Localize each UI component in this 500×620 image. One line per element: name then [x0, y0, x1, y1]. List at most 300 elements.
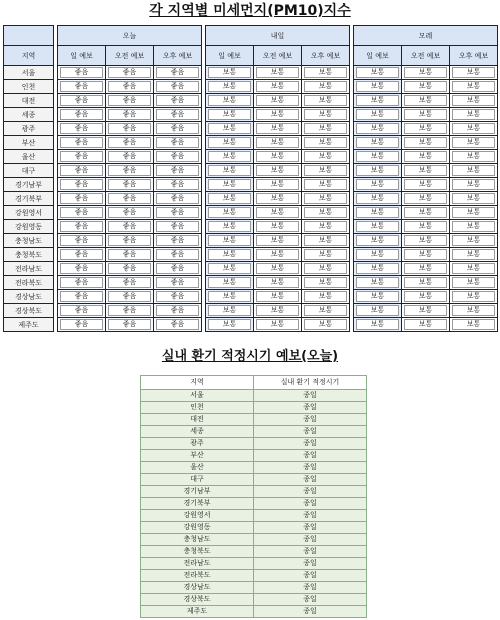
grade-value: 보통	[452, 151, 495, 162]
grade-value: 좋음	[108, 263, 151, 274]
grade-value: 보통	[452, 235, 495, 246]
ventilation-region-cell: 강원영서	[141, 510, 254, 522]
tomorrow-forecast-cell	[254, 304, 302, 318]
today-forecast-cell	[58, 262, 106, 276]
today-forecast-cell	[154, 318, 202, 332]
grade-value: 보통	[208, 319, 251, 330]
table-row	[141, 438, 367, 450]
grade-value: 보통	[256, 165, 299, 176]
dayafter-forecast-cell	[450, 80, 498, 94]
tomorrow-forecast-cell	[206, 108, 254, 122]
grade-value: 좋음	[60, 165, 103, 176]
day-header-dayafter: 모레	[354, 26, 498, 46]
ventilation-time-cell: 종일	[254, 606, 367, 618]
ventilation-region-cell: 강원영동	[141, 522, 254, 534]
grade-value: 보통	[404, 207, 447, 218]
grade-value: 보통	[404, 305, 447, 316]
region-cell: 전라북도	[4, 276, 54, 290]
region-cell: 대전	[4, 94, 54, 108]
grade-value: 보통	[256, 81, 299, 92]
grade-value: 좋음	[60, 95, 103, 106]
tomorrow-forecast-cell	[302, 318, 350, 332]
forecast-table	[3, 25, 498, 332]
table-row	[4, 276, 498, 290]
table-row	[141, 474, 367, 486]
today-forecast-cell	[106, 206, 154, 220]
grade-value: 보통	[452, 291, 495, 302]
tomorrow-forecast-cell	[254, 192, 302, 206]
grade-value: 보통	[304, 109, 347, 120]
today-forecast-cell	[58, 220, 106, 234]
tomorrow-forecast-cell	[254, 66, 302, 80]
grade-value: 좋음	[60, 319, 103, 330]
today-forecast-cell	[58, 276, 106, 290]
table-row	[4, 178, 498, 192]
ventilation-time-cell: 종일	[254, 510, 367, 522]
tomorrow-forecast-cell	[254, 108, 302, 122]
dayafter-forecast-cell	[402, 80, 450, 94]
region-cell: 울산	[4, 150, 54, 164]
ventilation-region-cell: 충청북도	[141, 546, 254, 558]
dayafter-forecast-cell	[402, 206, 450, 220]
ventilation-time-cell: 종일	[254, 522, 367, 534]
table-row	[141, 462, 367, 474]
tomorrow-forecast-cell	[254, 276, 302, 290]
grade-value: 보통	[304, 193, 347, 204]
grade-value: 보통	[404, 137, 447, 148]
ventilation-time-cell: 종일	[254, 414, 367, 426]
grade-value: 좋음	[156, 165, 199, 176]
ventilation-region-cell: 경상북도	[141, 594, 254, 606]
today-forecast-cell	[58, 122, 106, 136]
grade-value: 좋음	[108, 319, 151, 330]
tomorrow-forecast-cell	[254, 80, 302, 94]
tomorrow-forecast-cell	[254, 94, 302, 108]
grade-value: 보통	[208, 305, 251, 316]
today-forecast-cell	[106, 178, 154, 192]
grade-value: 좋음	[60, 291, 103, 302]
grade-value: 좋음	[156, 291, 199, 302]
grade-value: 보통	[356, 305, 399, 316]
grade-value: 보통	[208, 221, 251, 232]
grade-value: 보통	[208, 151, 251, 162]
region-header: 지역	[4, 46, 54, 66]
tomorrow-forecast-cell	[302, 248, 350, 262]
grade-value: 좋음	[108, 305, 151, 316]
grade-value: 보통	[208, 277, 251, 288]
grade-value: 좋음	[60, 137, 103, 148]
tomorrow-forecast-cell	[206, 66, 254, 80]
grade-value: 좋음	[108, 137, 151, 148]
grade-value: 보통	[304, 305, 347, 316]
grade-value: 보통	[256, 193, 299, 204]
dayafter-forecast-cell	[402, 220, 450, 234]
dayafter-forecast-cell	[354, 136, 402, 150]
dayafter-forecast-cell	[354, 164, 402, 178]
grade-value: 좋음	[108, 95, 151, 106]
grade-value: 보통	[208, 249, 251, 260]
tomorrow-forecast-cell	[302, 66, 350, 80]
today-forecast-cell	[58, 304, 106, 318]
today-forecast-cell	[106, 220, 154, 234]
grade-value: 보통	[404, 109, 447, 120]
tomorrow-forecast-cell	[206, 220, 254, 234]
dayafter-forecast-cell	[450, 192, 498, 206]
table-row	[141, 546, 367, 558]
tomorrow-forecast-cell	[254, 318, 302, 332]
today-forecast-cell	[106, 318, 154, 332]
grade-value: 보통	[452, 207, 495, 218]
grade-value: 보통	[304, 221, 347, 232]
ventilation-time-cell: 종일	[254, 426, 367, 438]
grade-value: 보통	[356, 221, 399, 232]
grade-value: 보통	[304, 263, 347, 274]
grade-value: 보통	[208, 207, 251, 218]
grade-value: 보통	[404, 123, 447, 134]
tomorrow-forecast-cell	[254, 178, 302, 192]
grade-value: 보통	[256, 137, 299, 148]
tomorrow-forecast-cell	[302, 262, 350, 276]
grade-value: 좋음	[108, 207, 151, 218]
grade-value: 보통	[256, 109, 299, 120]
today-forecast-cell	[154, 234, 202, 248]
grade-value: 보통	[304, 249, 347, 260]
grade-value: 보통	[256, 249, 299, 260]
grade-value: 보통	[208, 193, 251, 204]
tomorrow-forecast-cell	[206, 262, 254, 276]
ventilation-region-cell: 인천	[141, 402, 254, 414]
tomorrow-forecast-cell	[254, 164, 302, 178]
today-forecast-cell	[106, 80, 154, 94]
grade-value: 보통	[304, 277, 347, 288]
ventilation-time-cell: 종일	[254, 546, 367, 558]
dayafter-forecast-cell	[402, 248, 450, 262]
grade-value: 보통	[356, 291, 399, 302]
grade-value: 좋음	[108, 291, 151, 302]
grade-value: 보통	[356, 319, 399, 330]
dayafter-forecast-cell	[354, 150, 402, 164]
tomorrow-forecast-cell	[302, 80, 350, 94]
grade-value: 보통	[452, 179, 495, 190]
grade-value: 보통	[356, 137, 399, 148]
grade-value: 보통	[404, 179, 447, 190]
tomorrow-forecast-cell	[206, 234, 254, 248]
today-forecast-cell	[154, 206, 202, 220]
ventilation-time-cell: 종일	[254, 486, 367, 498]
ventilation-time-cell: 종일	[254, 390, 367, 402]
today-forecast-cell	[154, 94, 202, 108]
table-row	[141, 522, 367, 534]
tomorrow-forecast-cell	[206, 94, 254, 108]
today-forecast-cell	[154, 164, 202, 178]
grade-value: 좋음	[60, 151, 103, 162]
dayafter-forecast-cell	[450, 262, 498, 276]
region-cell: 경기남부	[4, 178, 54, 192]
ventilation-region-cell: 부산	[141, 450, 254, 462]
ventilation-region-cell: 충청남도	[141, 534, 254, 546]
tomorrow-forecast-cell	[254, 206, 302, 220]
grade-value: 좋음	[108, 67, 151, 78]
region-cell: 대구	[4, 164, 54, 178]
region-cell: 광주	[4, 122, 54, 136]
grade-value: 보통	[208, 165, 251, 176]
today-forecast-cell	[58, 164, 106, 178]
grade-value: 보통	[208, 291, 251, 302]
dayafter-forecast-cell	[354, 276, 402, 290]
grade-value: 보통	[452, 95, 495, 106]
grade-value: 보통	[256, 305, 299, 316]
grade-value: 좋음	[156, 319, 199, 330]
table-row	[4, 66, 498, 80]
ventilation-time-cell: 종일	[254, 594, 367, 606]
grade-value: 보통	[404, 193, 447, 204]
dayafter-forecast-cell	[450, 94, 498, 108]
day-header-row	[4, 26, 498, 46]
table-row	[141, 582, 367, 594]
ventilation-time-cell: 종일	[254, 450, 367, 462]
table-row	[141, 570, 367, 582]
grade-value: 보통	[208, 81, 251, 92]
grade-value: 보통	[208, 137, 251, 148]
table-row	[4, 108, 498, 122]
today-forecast-cell	[106, 122, 154, 136]
dayafter-forecast-cell	[354, 290, 402, 304]
tomorrow-forecast-cell	[206, 192, 254, 206]
ventilation-header-time: 실내 환기 적정시기	[254, 376, 367, 390]
region-cell: 강원영동	[4, 220, 54, 234]
dayafter-forecast-cell	[450, 206, 498, 220]
grade-value: 보통	[356, 179, 399, 190]
tomorrow-forecast-cell	[302, 276, 350, 290]
today-forecast-cell	[154, 178, 202, 192]
region-cell: 세종	[4, 108, 54, 122]
grade-value: 좋음	[108, 109, 151, 120]
today-forecast-cell	[106, 136, 154, 150]
table-row	[4, 192, 498, 206]
grade-value: 좋음	[108, 179, 151, 190]
dayafter-forecast-cell	[402, 94, 450, 108]
grade-value: 좋음	[156, 81, 199, 92]
today-forecast-cell	[154, 276, 202, 290]
tomorrow-forecast-cell	[302, 206, 350, 220]
dayafter-forecast-cell	[354, 234, 402, 248]
grade-value: 좋음	[156, 67, 199, 78]
today-forecast-cell	[106, 164, 154, 178]
grade-value: 보통	[452, 137, 495, 148]
tomorrow-forecast-cell	[206, 304, 254, 318]
grade-value: 보통	[356, 263, 399, 274]
region-cell: 서울	[4, 66, 54, 80]
grade-value: 보통	[452, 165, 495, 176]
ventilation-region-cell: 울산	[141, 462, 254, 474]
ventilation-region-cell: 대구	[141, 474, 254, 486]
today-forecast-cell	[58, 290, 106, 304]
grade-value: 좋음	[156, 193, 199, 204]
today-forecast-cell	[58, 248, 106, 262]
grade-value: 보통	[304, 179, 347, 190]
grade-value: 좋음	[60, 81, 103, 92]
day-header-tomorrow: 내일	[206, 26, 350, 46]
dayafter-forecast-cell	[450, 122, 498, 136]
grade-value: 보통	[452, 221, 495, 232]
dayafter-forecast-cell	[402, 262, 450, 276]
grade-value: 보통	[404, 165, 447, 176]
ventilation-header-row	[141, 376, 367, 390]
today-forecast-cell	[58, 150, 106, 164]
dayafter-forecast-cell	[354, 66, 402, 80]
tomorrow-forecast-cell	[254, 234, 302, 248]
grade-value: 좋음	[108, 277, 151, 288]
grade-value: 좋음	[156, 207, 199, 218]
grade-value: 보통	[356, 151, 399, 162]
grade-value: 보통	[256, 123, 299, 134]
ventilation-region-cell: 서울	[141, 390, 254, 402]
table-row	[4, 290, 498, 304]
region-header-blank	[4, 26, 54, 46]
today-forecast-cell	[106, 66, 154, 80]
dayafter-forecast-cell	[402, 150, 450, 164]
dayafter-forecast-cell	[402, 290, 450, 304]
grade-value: 보통	[404, 291, 447, 302]
grade-value: 보통	[356, 165, 399, 176]
dayafter-forecast-cell	[354, 192, 402, 206]
dayafter-forecast-cell	[354, 220, 402, 234]
table-row	[141, 450, 367, 462]
today-forecast-cell	[154, 290, 202, 304]
table-row	[141, 402, 367, 414]
table-row	[4, 262, 498, 276]
grade-value: 보통	[304, 137, 347, 148]
grade-value: 좋음	[108, 235, 151, 246]
grade-value: 보통	[256, 207, 299, 218]
tomorrow-forecast-cell	[302, 150, 350, 164]
region-cell: 부산	[4, 136, 54, 150]
tomorrow-forecast-cell	[254, 248, 302, 262]
slot-header: 오후 예보	[450, 46, 498, 66]
today-forecast-cell	[154, 304, 202, 318]
grade-value: 좋음	[156, 151, 199, 162]
grade-value: 보통	[404, 221, 447, 232]
page-title	[0, 2, 500, 20]
grade-value: 좋음	[156, 123, 199, 134]
today-forecast-cell	[58, 192, 106, 206]
today-forecast-cell	[154, 248, 202, 262]
tomorrow-forecast-cell	[254, 262, 302, 276]
dayafter-forecast-cell	[402, 164, 450, 178]
tomorrow-forecast-cell	[206, 248, 254, 262]
tomorrow-forecast-cell	[254, 136, 302, 150]
today-forecast-cell	[106, 290, 154, 304]
tomorrow-forecast-cell	[206, 290, 254, 304]
region-cell: 제주도	[4, 318, 54, 332]
grade-value: 보통	[256, 67, 299, 78]
grade-value: 보통	[356, 95, 399, 106]
grade-value: 좋음	[60, 277, 103, 288]
grade-value: 좋음	[108, 151, 151, 162]
dayafter-forecast-cell	[450, 108, 498, 122]
dayafter-forecast-cell	[450, 220, 498, 234]
dayafter-forecast-cell	[450, 318, 498, 332]
ventilation-region-cell: 세종	[141, 426, 254, 438]
table-row	[4, 80, 498, 94]
grade-value: 좋음	[156, 109, 199, 120]
tomorrow-forecast-cell	[206, 164, 254, 178]
table-row	[141, 390, 367, 402]
dayafter-forecast-cell	[450, 136, 498, 150]
today-forecast-cell	[106, 262, 154, 276]
table-row	[4, 234, 498, 248]
table-row	[141, 414, 367, 426]
today-forecast-cell	[106, 150, 154, 164]
ventilation-region-cell: 전라북도	[141, 570, 254, 582]
grade-value: 좋음	[108, 81, 151, 92]
grade-value: 보통	[208, 67, 251, 78]
ventilation-region-cell: 제주도	[141, 606, 254, 618]
grade-value: 보통	[452, 123, 495, 134]
dayafter-forecast-cell	[450, 178, 498, 192]
grade-value: 보통	[452, 81, 495, 92]
grade-value: 보통	[452, 109, 495, 120]
grade-value: 좋음	[108, 249, 151, 260]
ventilation-time-cell: 종일	[254, 534, 367, 546]
grade-value: 보통	[404, 95, 447, 106]
grade-value: 보통	[304, 67, 347, 78]
ventilation-header-region: 지역	[141, 376, 254, 390]
grade-value: 좋음	[60, 235, 103, 246]
grade-value: 보통	[356, 235, 399, 246]
ventilation-time-cell: 종일	[254, 582, 367, 594]
table-row	[4, 318, 498, 332]
slot-header: 오전 예보	[402, 46, 450, 66]
grade-value: 보통	[404, 151, 447, 162]
grade-value: 보통	[452, 263, 495, 274]
dayafter-forecast-cell	[450, 248, 498, 262]
tomorrow-forecast-cell	[302, 192, 350, 206]
grade-value: 좋음	[108, 221, 151, 232]
grade-value: 좋음	[60, 263, 103, 274]
today-forecast-cell	[106, 234, 154, 248]
today-forecast-cell	[154, 108, 202, 122]
grade-value: 보통	[256, 179, 299, 190]
grade-value: 좋음	[108, 193, 151, 204]
dayafter-forecast-cell	[402, 66, 450, 80]
grade-value: 보통	[256, 263, 299, 274]
page-title-text: 각 지역별 미세먼지(PM10)지수	[149, 3, 351, 19]
ventilation-time-cell: 종일	[254, 498, 367, 510]
ventilation-region-cell: 광주	[141, 438, 254, 450]
grade-value: 보통	[304, 81, 347, 92]
region-cell: 강원영서	[4, 206, 54, 220]
table-row	[141, 594, 367, 606]
tomorrow-forecast-cell	[302, 234, 350, 248]
region-cell: 인천	[4, 80, 54, 94]
tomorrow-forecast-cell	[206, 178, 254, 192]
grade-value: 보통	[208, 263, 251, 274]
slot-header: 오전 예보	[254, 46, 302, 66]
tomorrow-forecast-cell	[206, 318, 254, 332]
today-forecast-cell	[58, 136, 106, 150]
today-forecast-cell	[106, 94, 154, 108]
section-title-text: 실내 환기 적정시기 예보(오늘)	[161, 349, 339, 364]
grade-value: 보통	[452, 249, 495, 260]
dayafter-forecast-cell	[354, 248, 402, 262]
grade-value: 좋음	[60, 123, 103, 134]
dayafter-forecast-cell	[402, 122, 450, 136]
dayafter-forecast-cell	[402, 234, 450, 248]
grade-value: 보통	[356, 109, 399, 120]
grade-value: 좋음	[156, 277, 199, 288]
tomorrow-forecast-cell	[302, 304, 350, 318]
